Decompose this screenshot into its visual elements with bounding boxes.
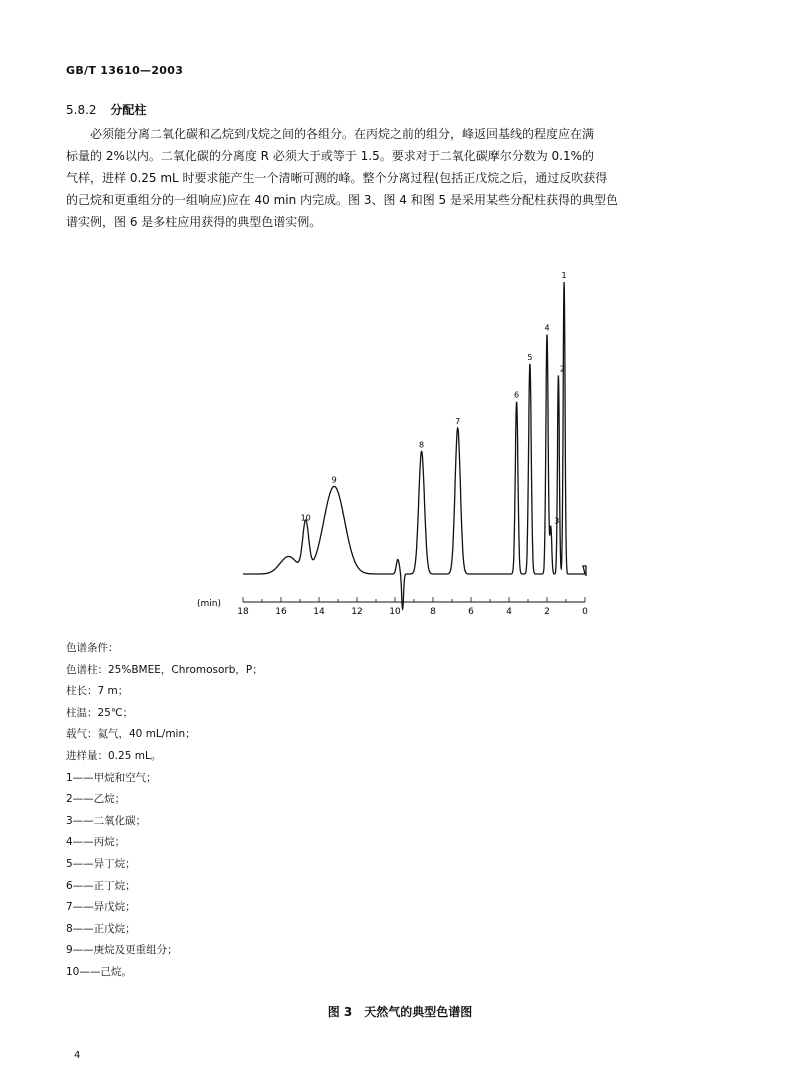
peak-label: 2 <box>559 364 565 374</box>
x-axis-ticks <box>237 597 588 617</box>
legend-item: 6——正丁烷； <box>66 879 136 892</box>
section-number: 5.8.2 <box>66 103 97 117</box>
condition-temperature: 柱温：25℃； <box>66 706 134 719</box>
body-line: 气样，进样 0.25 mL 时要求能产生一个清晰可测的峰。整个分离过程(包括正戊烷之后，通过反吹获得 <box>66 171 608 185</box>
legend-item: 5——异丁烷； <box>66 857 136 870</box>
legend-item: 4——丙烷； <box>66 836 126 849</box>
peak-labels <box>301 272 567 525</box>
peak-label: 5 <box>527 352 533 362</box>
legend-item: 9——庚烷及更重组分； <box>66 944 178 957</box>
legend-item: 8——正戊烷； <box>66 922 136 935</box>
x-axis-unit-label: (min) <box>197 599 221 609</box>
legend-item: 3——二氧化碳； <box>66 814 147 827</box>
x-tick-label: 2 <box>544 607 550 617</box>
condition-carrier: 载气：氦气，40 mL/min； <box>66 728 196 741</box>
peak-label: 1 <box>561 272 567 280</box>
body-paragraph <box>66 123 726 233</box>
x-tick-label: 18 <box>237 607 249 617</box>
x-tick-label: 6 <box>468 607 474 617</box>
legend-item: 7——异戊烷； <box>66 901 136 914</box>
peak-label: 4 <box>544 323 550 333</box>
chromatogram-trace <box>243 282 586 609</box>
peak-label: 8 <box>419 440 425 450</box>
x-tick-label: 0 <box>582 607 588 617</box>
x-tick-label: 12 <box>351 607 363 617</box>
x-tick-label: 10 <box>389 607 401 617</box>
peak-label: 9 <box>331 475 337 485</box>
body-line: 谱实例，图 6 是多柱应用获得的典型色谱实例。 <box>66 215 322 229</box>
peak-label: 3 <box>554 516 560 526</box>
page-number: 4 <box>74 1050 81 1061</box>
body-line: 的己烷和更重组分的一组响应)应在 40 min 内完成。图 3、图 4 和图 5 是采用某些分配柱获得的典型色 <box>66 193 619 207</box>
x-tick-label: 14 <box>313 607 325 617</box>
x-tick-label: 16 <box>275 607 287 617</box>
condition-length: 柱长：7 m； <box>66 685 129 698</box>
peak-label: 10 <box>300 513 311 523</box>
section-heading <box>66 101 146 118</box>
chromatogram-chart <box>195 272 605 652</box>
peak-label: 7 <box>455 417 461 426</box>
x-tick-label: 8 <box>430 607 436 617</box>
section-title: 分配柱 <box>110 103 147 117</box>
chromatographic-conditions <box>66 638 263 984</box>
legend-item: 2——乙烷； <box>66 793 126 806</box>
legend-item: 1——甲烷和空气； <box>66 771 157 784</box>
peak-label: 6 <box>514 390 520 400</box>
x-tick-label: 4 <box>506 607 512 617</box>
body-line: 标量的 2%以内。二氧化碳的分离度 R 必须大于或等于 1.5。要求对于二氧化碳摩尔分数为 0.1%的 <box>66 149 595 163</box>
legend-item: 10——己烷。 <box>66 965 132 978</box>
body-line: 必须能分离二氧化碳和乙烷到戊烷之间的各组分。在丙烷之前的组分，峰返回基线的程度应在满 <box>90 127 595 141</box>
figure-caption: 图 3 天然气的典型色谱图 <box>327 1005 473 1019</box>
condition-injection: 进样量：0.25 mL。 <box>66 749 162 762</box>
standard-header: GB/T 13610—2003 <box>66 64 184 77</box>
conditions-title: 色谱条件： <box>66 642 119 654</box>
condition-column: 色谱柱：25%BMEE，Chromosorb，P； <box>66 663 263 676</box>
